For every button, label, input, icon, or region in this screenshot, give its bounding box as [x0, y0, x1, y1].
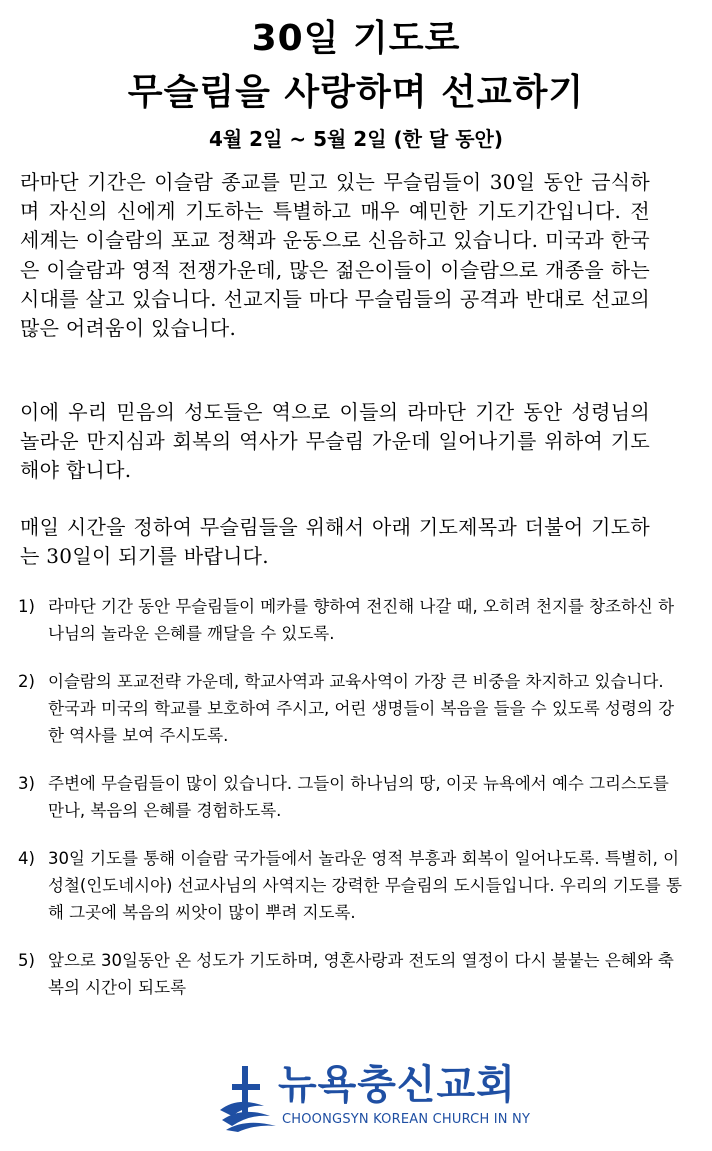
prayer-number: 3): [18, 774, 35, 793]
prayer-text: 30일 기도를 통해 이슬람 국가들에서 놀라운 영적 부흥과 회복이 일어나도록. 특별히, 이성철(인도네시아) 선교사님의 사역지는 강력한 무슬림의 도시들입니다. 우리의 기도를 통해 그곳에 복음의 씨앗이 많이 뿌려 지도록.: [48, 849, 682, 922]
prayer-item-1: [18, 593, 683, 647]
prayer-text: 주변에 무슬림들이 많이 있습니다. 그들이 하나님의 땅, 이곳 뉴욕에서 예수 그리스도를 만나, 복음의 은혜를 경험하도록.: [48, 774, 669, 820]
prayer-text: 이슬람의 포교전략 가운데, 학교사역과 교육사역이 가장 큰 비중을 차지하고 있습니다. 한국과 미국의 학교를 보호하여 주시고, 어린 생명들이 복음을 들을 수 있도록 성령의 강한 역사를 보여 주시도록.: [48, 672, 675, 745]
prayer-text: 라마단 기간 동안 무슬림들이 메카를 향하여 전진해 나갈 때, 오히려 천지를 창조하신 하나님의 놀라운 은혜를 깨달을 수 있도록.: [48, 597, 675, 643]
church-logo: [218, 1060, 558, 1136]
church-name: 뉴욕충신교회: [278, 1062, 516, 1108]
church-name-english: CHOONGSYN KOREAN CHURCH IN NY: [282, 1112, 531, 1127]
header: [0, 14, 712, 154]
intro-paragraph-3: 매일 시간을 정하여 무슬림들을 위해서 아래 기도제목과 더불어 기도하는 30일이 되기를 바랍니다.: [20, 515, 650, 569]
prayer-topics-list: [18, 593, 683, 1022]
prayer-text: 앞으로 30일동안 온 성도가 기도하며, 영혼사랑과 전도의 열정이 다시 불붙는 은혜와 축복의 시간이 되도록: [48, 951, 674, 997]
prayer-number: 5): [18, 951, 35, 970]
prayer-number: 4): [18, 849, 35, 868]
prayer-item-4: [18, 845, 683, 926]
page-title-line-1: 30일 기도로: [251, 18, 461, 59]
date-range-subtitle: 4월 2일 ~ 5월 2일 (한 달 동안): [208, 127, 503, 151]
prayer-item-5: [18, 947, 683, 1001]
prayer-item-3: [18, 770, 683, 824]
prayer-number: 1): [18, 597, 35, 616]
intro-paragraph-2: 이에 우리 믿음의 성도들은 역으로 이들의 라마단 기간 동안 성령님의 놀라운 만지심과 회복의 역사가 무슬림 가운데 일어나기를 위하여 기도해야 합니다.: [20, 400, 650, 483]
prayer-item-2: [18, 668, 683, 749]
cross-wave-icon: [218, 1060, 278, 1132]
intro-paragraph-1: 라마단 기간은 이슬람 종교를 믿고 있는 무슬림들이 30일 동안 금식하며 자신의 신에게 기도하는 특별하고 매우 예민한 기도기간입니다. 전 세계는 이슬람의 포교 정책과 운동으로 신음하고 있습니다. 미국과 한국은 이슬람과 영적 전쟁가운데, 많은 젊은이들이 이슬람으로 개종을 하는 시대를 살고 있습니다. 선교지들 마다 무슬림들의 공격과 반대로 선교의 많은 어려움이 있습니다.: [20, 170, 650, 341]
prayer-number: 2): [18, 672, 35, 691]
page-title-line-2: 무슬림을 사랑하며 선교하기: [127, 72, 585, 113]
